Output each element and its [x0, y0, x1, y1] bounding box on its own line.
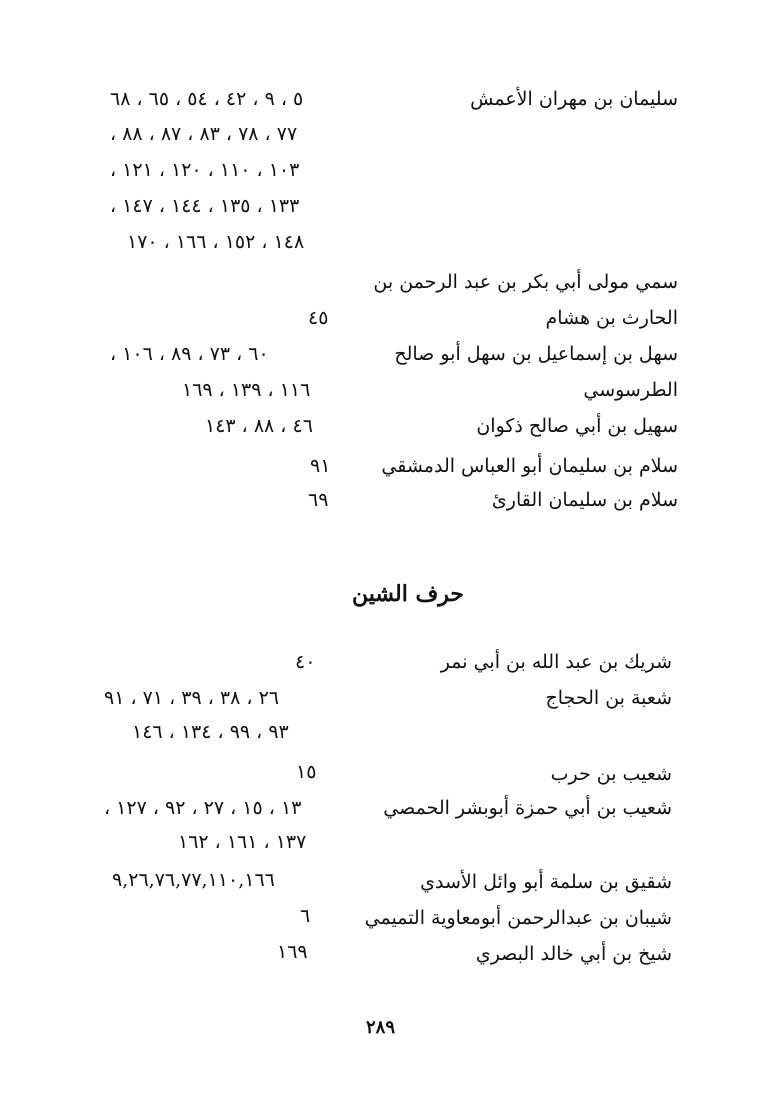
entry-name: سهيل بن أبي صالح ذكوان — [476, 415, 678, 437]
entry-pages: ١٣٣ ، ١٣٥ ، ١٤٤ ، ١٤٧ ، — [110, 195, 300, 217]
entry-name: الطرسوسي — [583, 379, 678, 401]
entry-pages: ٩,٢٦,٧٦,٧٧,١١٠,١٦٦ — [112, 869, 275, 891]
entry-pages: ١٠٣ ، ١١٠ ، ١٢٠ ، ١٢١ ، — [110, 159, 300, 181]
entry-name: شيخ بن أبي خالد البصري — [475, 943, 672, 965]
entry-pages: ٤٥ — [308, 307, 329, 329]
entry-pages: ٩٣ ، ٩٩ ، ١٣٤ ، ١٤٦ — [132, 721, 289, 743]
entry-pages: ١٣ ، ١٥ ، ٢٧ ، ٩٢ ، ١٢٧ ، — [104, 797, 302, 819]
entry-pages: ٢٦ ، ٣٨ ، ٣٩ ، ٧١ ، ٩١ — [104, 687, 279, 709]
entry-pages: ١٦٩ — [277, 941, 308, 963]
entry-name: شيبان بن عبدالرحمن أبومعاوية التميمي — [364, 907, 672, 929]
entry-pages: ٦ — [300, 905, 311, 927]
entry-pages: ٦٠ ، ٧٣ ، ٨٩ ، ١٠٦ ، — [110, 343, 269, 365]
entry-name: شريك بن عبد الله بن أبي نمر — [440, 651, 672, 673]
entry-pages: ٩١ — [310, 455, 331, 477]
entry-pages: ٤٠ — [295, 651, 316, 673]
entry-pages: ٦٩ — [308, 489, 329, 511]
entry-name: الحارث بن هشام — [545, 307, 678, 329]
entry-pages: ١٥ — [296, 761, 317, 783]
section-heading: حرف الشين — [352, 581, 465, 607]
entry-name: شعيب بن حرب — [550, 763, 672, 785]
entry-pages: ١٤٨ ، ١٥٢ ، ١٦٦ ، ١٧٠ — [127, 231, 305, 253]
page-number: ٢٨٩ — [366, 1017, 396, 1038]
entry-name: شعيب بن أبي حمزة أبوبشر الحمصي — [383, 797, 672, 819]
entry-name: سهل بن إسماعيل بن سهل أبو صالح — [394, 343, 678, 365]
entry-pages: ٤٦ ، ٨٨ ، ١٤٣ — [205, 415, 313, 437]
entry-name: سلام بن سليمان القارئ — [491, 489, 678, 511]
entry-name: شعبة بن الحجاج — [545, 687, 672, 709]
entry-pages: ١٣٧ ، ١٦١ ، ١٦٢ — [178, 831, 307, 853]
entry-pages: ٥ ، ٩ ، ٤٢ ، ٥٤ ، ٦٥ ، ٦٨ — [110, 88, 304, 110]
entry-pages: ٧٧ ، ٧٨ ، ٨٣ ، ٨٧ ، ٨٨ ، — [110, 123, 298, 145]
entry-name: سلام بن سليمان أبو العباس الدمشقي — [381, 455, 678, 477]
entry-name: شقيق بن سلمة أبو وائل الأسدي — [420, 871, 672, 893]
entry-name: سمي مولى أبي بكر بن عبد الرحمن بن — [373, 271, 678, 293]
entry-pages: ١١٦ ، ١٣٩ ، ١٦٩ — [182, 379, 311, 401]
entry-name: سليمان بن مهران الأعمش — [470, 88, 678, 110]
